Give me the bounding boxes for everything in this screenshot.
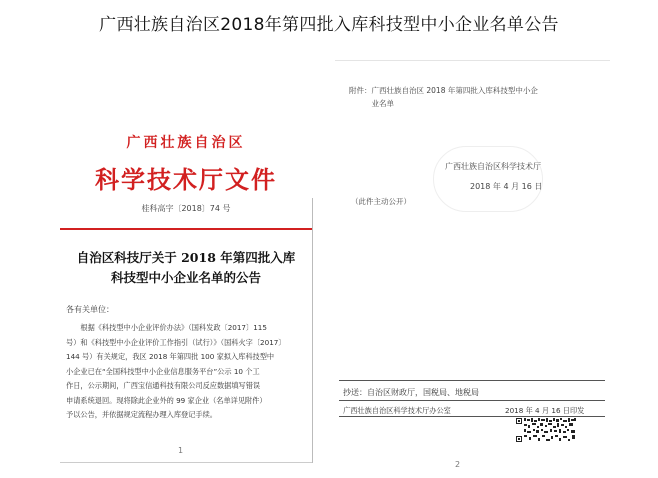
body-line: 144 号）有关规定，我区 2018 年第四批 100 家拟入库科技型中	[66, 352, 275, 361]
issue-date: 2018 年 4 月 16 日印发	[505, 406, 585, 415]
page-edge	[312, 198, 313, 463]
signing-date: 2018 年 4 月 16 日	[470, 182, 543, 191]
issuing-office: 广西壮族自治区科学技术厅办公室	[343, 406, 451, 415]
cc-line: 抄送：自治区财政厅，国税局、地税局	[343, 388, 479, 397]
document-header-sub: 广西壮族自治区	[126, 135, 246, 151]
body-text	[66, 321, 310, 423]
public-note: （此件主动公开）	[351, 197, 411, 206]
page-number: 2	[455, 460, 461, 469]
divider	[339, 400, 605, 401]
body-line: 根据《科技型中小企业评价办法》（国科发政〔2017〕115	[66, 323, 267, 332]
red-divider	[60, 228, 312, 230]
faint-seal	[433, 146, 543, 212]
body-line: 小企业已在“全国科技型中小企业信息服务平台”公示 10 个工	[66, 366, 260, 376]
body-line: 号）和《科技型中小企业评价工作指引（试行）》（国科火字〔2017〕	[66, 337, 286, 347]
announcement-title-line: 自治区科技厅关于 2018 年第四批入库	[76, 250, 296, 265]
document-page-1	[60, 58, 312, 463]
announcement-title	[60, 248, 312, 288]
page-title: 广西壮族自治区2018年第四批入库科技型中小企业名单公告	[99, 15, 559, 35]
announcement-title-line: 科技型中小企业名单的公告	[110, 270, 261, 285]
document-page-2	[335, 60, 610, 470]
body-line: 作日，公示期间，广西宝信通科技有限公司反应数据填写错误	[66, 381, 261, 390]
attachment-line: 附件：广西壮族自治区 2018 年第四批入库科技型中小企	[349, 86, 538, 95]
attachment-note	[349, 84, 589, 110]
divider	[339, 380, 605, 381]
document-header-main: 科学技术厅文件	[95, 165, 277, 194]
body-line: 申请系统退回。现将除此企业外的 99 家企业（名单详见附件）	[66, 395, 267, 405]
body-line: 予以公告，并依据规定流程办理入库登记手续。	[66, 410, 217, 419]
attachment-line: 业名单	[349, 99, 394, 108]
salutation: 各有关单位：	[66, 305, 114, 314]
signing-organization: 广西壮族自治区科学技术厅	[445, 162, 541, 171]
page-edge	[60, 462, 312, 463]
document-number: 桂科高字〔2018〕74 号	[141, 204, 231, 213]
barcode-icon	[515, 417, 577, 443]
page-number: 1	[178, 446, 184, 455]
page-edge	[335, 60, 610, 61]
